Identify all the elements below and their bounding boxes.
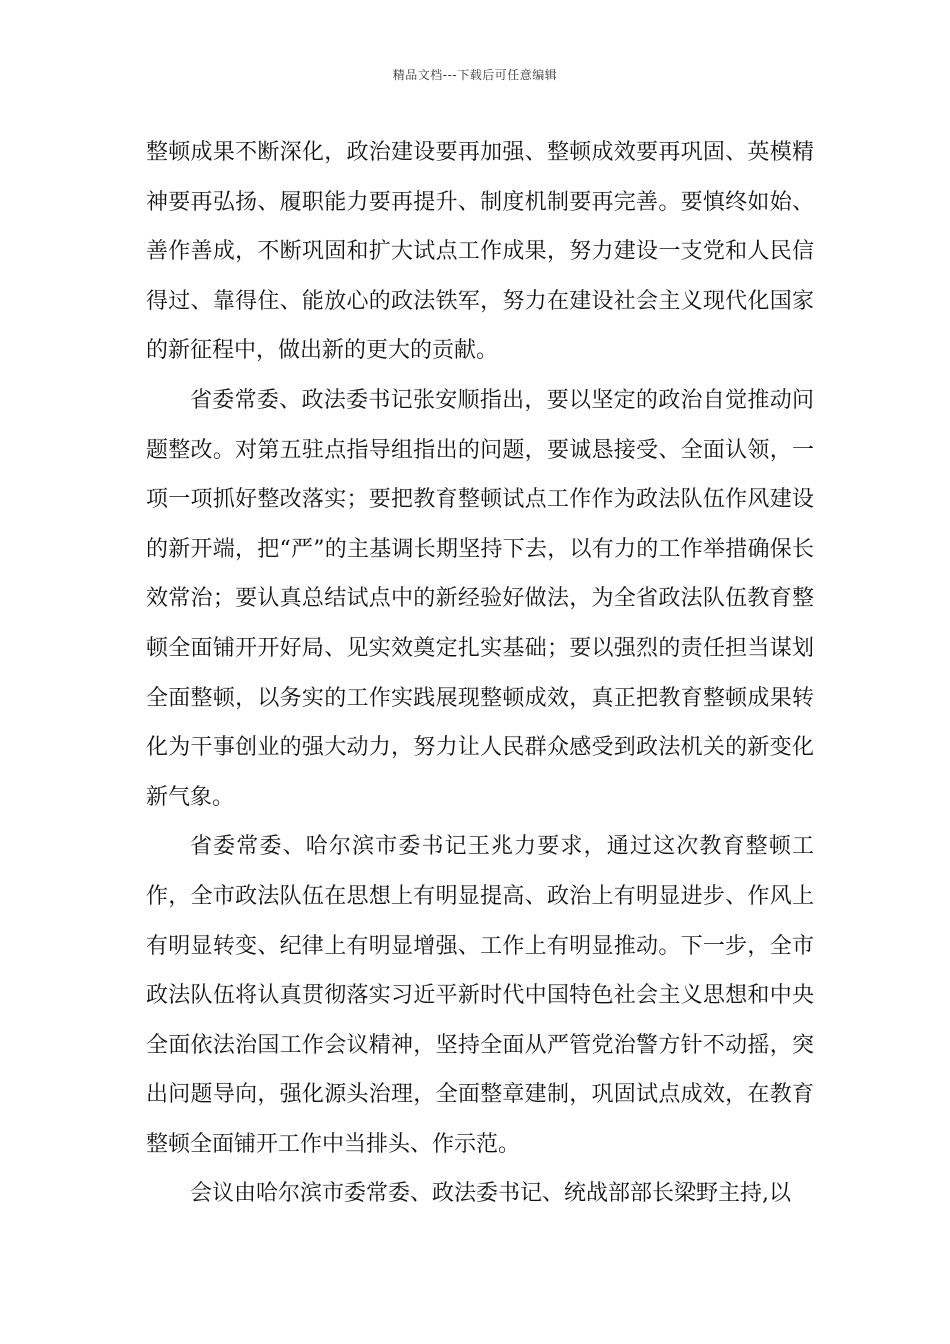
paragraph-3: 省委常委、哈尔滨市委书记王兆力要求，通过这次教育整顿工作，全市政法队伍在思想上有明显提高、政治上有明显进步、作风上有明显转变、纪律上有明显增强、工作上有明显推动。下一步，全市政法队伍将认真贯彻落实习近平新时代中国特色社会主义思想和中央全面依法治国工作会议精神，坚持全面从严管党治警方针不动摇，突出问题导向，强化源头治理，全面整章建制，巩固试点成效，在教育整顿全面铺开工作中当排头、作示范。 (146, 834, 814, 1157)
paragraph-1: 整顿成果不断深化，政治建设要再加强、整顿成效要再巩固、英模精神要再弘扬、履职能力要再提升、制度机制要再完善。要慎终如始、善作善成，不断巩固和扩大试点工作成果，努力建设一支党和人民信得过、靠得住、能放心的政法铁军，努力在建设社会主义现代化国家的新征程中，做出新的更大的贡献。 (146, 140, 814, 364)
document-body (146, 128, 814, 1219)
paragraph-4: 会议由哈尔滨市委常委、政法委书记、统战部部长梁野主持,以 (190, 1181, 791, 1207)
paragraph-2: 省委常委、政法委书记张安顺指出，要以坚定的政治自觉推动问题整改。对第五驻点指导组指出的问题，要诚恳接受、全面认领，一项一项抓好整改落实；要把教育整顿试点工作作为政法队伍作风建设的新开端，把“严”的主基调长期坚持下去，以有力的工作举措确保长效常治；要认真总结试点中的新经验好做法，为全省政法队伍教育整顿全面铺开开好局、见实效奠定扎实基础；要以强烈的责任担当谋划全面整顿，以务实的工作实践展现整顿成效，真正把教育整顿成果转化为干事创业的强大动力，努力让人民群众感受到政法机关的新变化新气象。 (146, 387, 814, 810)
page-header: 精品文档---下载后可任意编辑 (392, 68, 558, 82)
